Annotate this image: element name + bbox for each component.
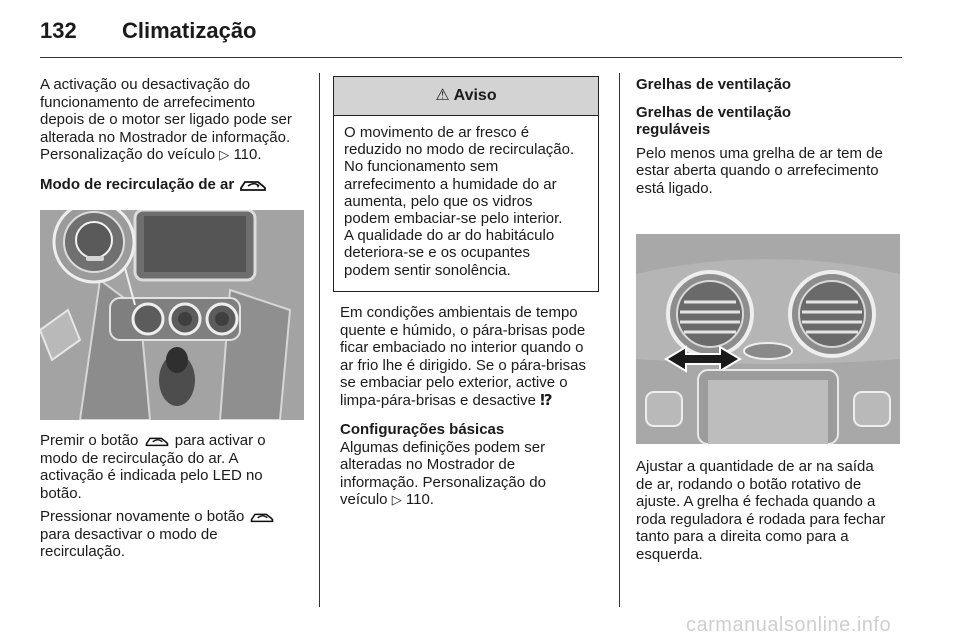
column-1 (40, 76, 312, 193)
press-again-line: recirculação. (40, 543, 126, 560)
warning-line: No funcionamento sem (344, 158, 499, 176)
press-line: modo de recirculação do ar. A (40, 449, 239, 467)
air-vents-illustration (636, 234, 900, 444)
intro-line: funcionamento de arrefecimento (40, 93, 256, 111)
press-line: botão. (40, 484, 82, 502)
intro-ref-link[interactable]: 110. (233, 146, 262, 163)
recirc-heading-text: Modo de recirculação de ar (40, 175, 235, 193)
warning-line: aumenta, pelo que os vidros (344, 192, 533, 210)
body-line: quente e húmido, o pára-brisas pode (340, 321, 586, 339)
warning-line: podem sentir sonolência. (344, 261, 511, 279)
warning-line: deteriora-se e os ocupantes (344, 244, 530, 262)
car-recirculation-icon (238, 177, 268, 193)
page-header (40, 14, 902, 46)
watermark: carmanualsonline.info (686, 614, 892, 636)
intro-line: A activação ou desactivação do (40, 76, 251, 93)
section-title: Grelhas de ventilação (636, 76, 792, 93)
warning-line: O movimento de ar fresco é (344, 124, 530, 141)
adjust-line: tanto para a direita como para a (636, 528, 849, 545)
intro-line: depois de o motor ser ligado pode ser (40, 111, 292, 128)
column-1-lower (40, 432, 312, 561)
body-line (340, 392, 612, 410)
header-rule (40, 57, 902, 58)
intro-text: Personalização do veículo (40, 146, 216, 163)
subsection-title-line: reguláveis (636, 121, 711, 138)
adjust-line: de ar, rodando o botão rotativo de (636, 475, 862, 493)
page-ref-arrow-icon: ▷ (391, 492, 402, 507)
adjust-line: roda reguladora é rodada para fechar (636, 510, 886, 528)
basic-line: alteradas no Mostrador de (340, 456, 516, 473)
intro-line (40, 146, 312, 164)
body-line: Em condições ambientais de tempo (340, 304, 578, 321)
page-number: 132 (40, 18, 77, 43)
warning-box (333, 76, 599, 292)
basic-line: Algumas definições podem ser (340, 438, 546, 456)
page-ref-arrow-icon: ▷ (219, 147, 230, 162)
column-3-lower (636, 458, 904, 563)
basic-ref-link[interactable]: 110. (405, 491, 434, 508)
adjust-line: Ajustar a quantidade de ar na saída (636, 458, 874, 475)
adjust-line: esquerda. (636, 545, 703, 563)
body-line: se embaciar pelo exterior, active o (340, 374, 568, 391)
press-again-line: para desactivar o modo de (40, 525, 218, 543)
intro-line: alterada no Mostrador de informação. (40, 128, 291, 146)
recirc-heading (40, 176, 312, 194)
body-text: limpa-pára-brisas e desactive (340, 391, 536, 409)
wiper-icon: ⁉ (540, 391, 553, 409)
press-text: para activar o (174, 432, 266, 449)
basic-line: informação. Personalização do (340, 473, 546, 491)
warning-line: reduzido no modo de recirculação. (344, 141, 575, 159)
car-recirculation-icon (143, 434, 171, 448)
dashboard-recirc-image (40, 210, 304, 420)
press-again-line (40, 508, 312, 526)
vent-intro-line: Pelo menos uma grelha de ar tem de (636, 144, 883, 162)
column-divider-2 (619, 73, 620, 607)
chapter-title: Climatização (122, 18, 257, 43)
press-text: Premir o botão (40, 432, 139, 449)
warning-title: Aviso (453, 87, 497, 104)
warning-line: podem embaciar-se pelo interior. (344, 210, 563, 228)
subsection-title-line: Grelhas de ventilação (636, 103, 792, 121)
adjust-line: ajuste. A grelha é fechada quando a (636, 493, 876, 510)
warning-line: arrefecimento a humidade do ar (344, 175, 557, 193)
warning-header (334, 77, 598, 116)
dashboard-illustration (40, 210, 304, 420)
warning-line: A qualidade do ar do habitáculo (344, 227, 555, 245)
vent-intro-line: está ligado. (636, 179, 713, 197)
car-recirculation-icon (248, 510, 276, 524)
air-vents-image (636, 234, 900, 444)
basic-settings-heading: Configurações básicas (340, 421, 505, 438)
column-divider-1 (319, 73, 320, 607)
vent-intro-line: estar aberta quando o arrefecimento (636, 162, 879, 179)
body-line: ar frio lhe é dirigido. Se o pára-brisas (340, 356, 586, 374)
column-2-lower (340, 304, 612, 509)
column-3 (636, 76, 904, 197)
body-line: ficar embaciado no interior quando o (340, 339, 584, 356)
basic-text: veículo (340, 491, 388, 508)
press-line: activação é indicada pelo LED no (40, 467, 263, 484)
press-again-text: Pressionar novamente o botão (40, 508, 245, 525)
warning-triangle-icon: ⚠ (435, 87, 450, 104)
warning-text (334, 116, 598, 279)
press-line (40, 432, 312, 450)
basic-line (340, 491, 612, 509)
